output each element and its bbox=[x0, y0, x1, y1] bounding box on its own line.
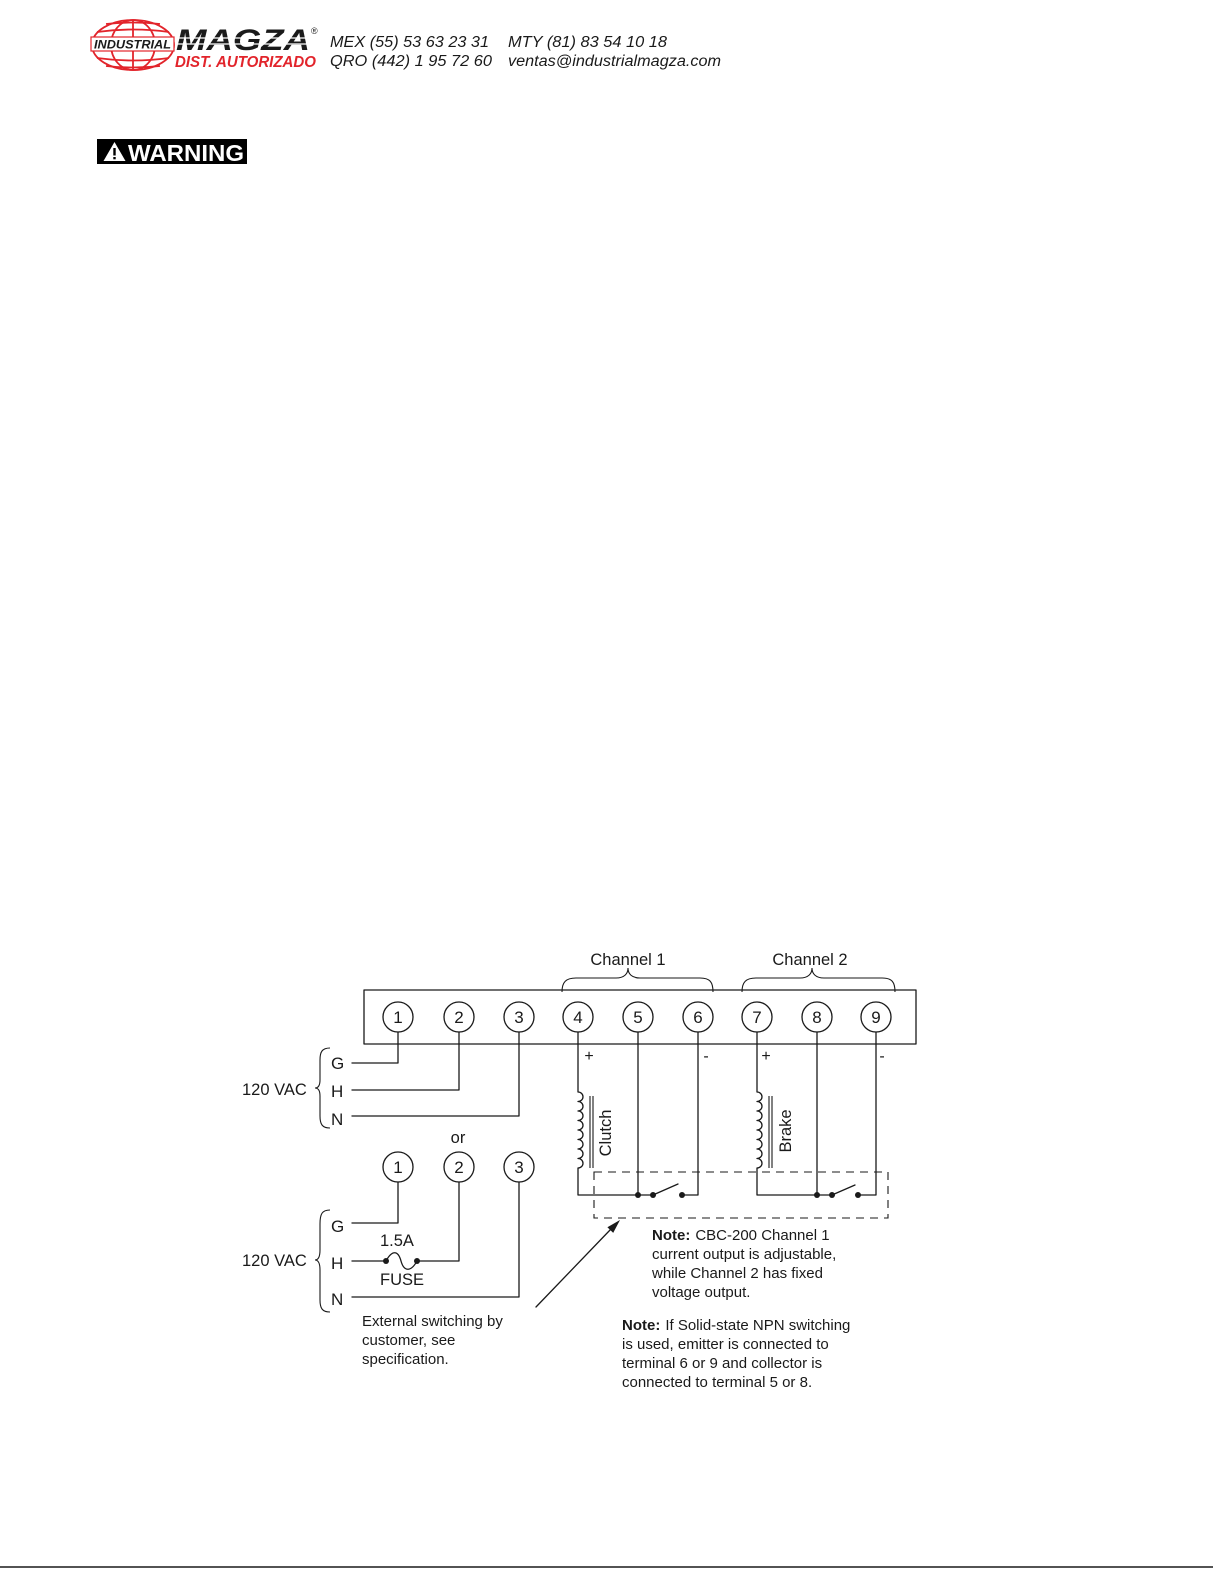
logo-brand-magza: MAGZA bbox=[176, 24, 310, 57]
note-label: Note: bbox=[622, 1317, 661, 1334]
terminal-5-label: 5 bbox=[633, 1008, 643, 1027]
line-label-n: N bbox=[331, 1290, 344, 1309]
note-line: voltage output. bbox=[652, 1284, 751, 1301]
channel-2-circuit bbox=[757, 1032, 885, 1198]
note-channel-output bbox=[651, 1227, 836, 1301]
terminal-7-label: 7 bbox=[752, 1008, 762, 1027]
header bbox=[91, 20, 721, 71]
channel-1-circuit bbox=[578, 1032, 709, 1198]
channel-1-brace bbox=[562, 968, 713, 992]
supply-primary bbox=[242, 1048, 344, 1129]
terminal-6-label: 6 bbox=[693, 1008, 703, 1027]
note-npn-switching bbox=[622, 1317, 850, 1391]
warning-label: WARNING bbox=[128, 140, 244, 166]
terminal-1-label: 1 bbox=[393, 1008, 403, 1027]
warning-badge bbox=[97, 139, 247, 166]
wire-ground bbox=[352, 1182, 398, 1223]
supply-voltage-label: 120 VAC bbox=[242, 1252, 307, 1270]
logo-tagline: DIST. AUTORIZADO bbox=[175, 54, 316, 71]
note-line: while Channel 2 has fixed bbox=[652, 1265, 823, 1282]
channel-1-plus: + bbox=[584, 1048, 594, 1065]
brake-label: Brake bbox=[777, 1109, 795, 1153]
note-line: connected to terminal 5 or 8. bbox=[622, 1374, 813, 1391]
logo-registered-mark: ® bbox=[311, 26, 318, 36]
terminal-9-label: 9 bbox=[871, 1008, 881, 1027]
note-line: terminal 6 or 9 and collector is bbox=[622, 1355, 823, 1372]
supply-voltage-label: 120 VAC bbox=[242, 1081, 307, 1099]
company-logo bbox=[91, 20, 318, 71]
fuse-rating: 1.5A bbox=[380, 1232, 414, 1250]
note-line bbox=[652, 1227, 830, 1244]
terminal-2-label: 2 bbox=[454, 1008, 464, 1027]
fuse-icon bbox=[383, 1253, 420, 1270]
channel-2-brace bbox=[742, 968, 895, 992]
callout-line: External switching by bbox=[362, 1313, 503, 1330]
contact-email: ventas@industrialmagza.com bbox=[508, 53, 722, 70]
channel-2-minus: - bbox=[879, 1048, 885, 1065]
terminal-row bbox=[383, 1002, 891, 1032]
wire-hot bbox=[417, 1182, 459, 1261]
logo-word-industrial: INDUSTRIAL bbox=[94, 37, 171, 52]
note-line: current output is adjustable, bbox=[652, 1246, 837, 1263]
callout-arrow-icon bbox=[536, 1220, 620, 1307]
contact-mex: MEX (55) 53 63 23 31 bbox=[330, 34, 489, 51]
clutch-label: Clutch bbox=[597, 1109, 615, 1157]
junction-dot bbox=[650, 1192, 656, 1198]
contact-qro: QRO (442) 1 95 72 60 bbox=[330, 53, 493, 70]
line-label-g: G bbox=[331, 1217, 345, 1236]
line-label-h: H bbox=[331, 1082, 344, 1101]
channel-1-label: Channel 1 bbox=[590, 951, 666, 969]
alt-terminal-3-label: 3 bbox=[514, 1158, 524, 1177]
alternative-separator: or bbox=[450, 1129, 466, 1147]
channel-2-label: Channel 2 bbox=[772, 951, 848, 969]
callout-line: specification. bbox=[362, 1351, 449, 1368]
wire-hot bbox=[352, 1032, 459, 1090]
junction-dot bbox=[679, 1192, 685, 1198]
line-label-g: G bbox=[331, 1054, 345, 1073]
wire-terminal-6 bbox=[682, 1032, 698, 1195]
note-text: CBC-200 Channel 1 bbox=[695, 1227, 830, 1244]
channel-1-minus: - bbox=[703, 1048, 709, 1065]
note-line: is used, emitter is connected to bbox=[622, 1336, 829, 1353]
supply-alternative bbox=[242, 1152, 534, 1312]
junction-dot bbox=[829, 1192, 835, 1198]
channel-2-plus: + bbox=[761, 1048, 771, 1065]
junction-dot bbox=[814, 1192, 820, 1198]
wiring-diagram bbox=[242, 951, 916, 1391]
channel-2-switch bbox=[832, 1185, 855, 1195]
channel-1-switch bbox=[653, 1184, 678, 1195]
line-label-h: H bbox=[331, 1254, 344, 1273]
terminal-3-label: 3 bbox=[514, 1008, 524, 1027]
wire-terminal-9 bbox=[858, 1032, 876, 1195]
contact-block bbox=[330, 34, 721, 70]
callout-line: customer, see bbox=[362, 1332, 456, 1349]
alt-terminal-1-label: 1 bbox=[393, 1158, 403, 1177]
junction-dot bbox=[855, 1192, 861, 1198]
terminal-4-label: 4 bbox=[573, 1008, 583, 1027]
line-label-n: N bbox=[331, 1110, 344, 1129]
supply-brace bbox=[315, 1048, 330, 1128]
note-label: Note: bbox=[652, 1227, 691, 1244]
alt-terminal-2-label: 2 bbox=[454, 1158, 464, 1177]
supply-brace bbox=[315, 1210, 330, 1312]
fuse-label: FUSE bbox=[380, 1271, 425, 1289]
wire-ground bbox=[352, 1032, 398, 1063]
terminal-8-label: 8 bbox=[812, 1008, 822, 1027]
note-line bbox=[622, 1317, 850, 1334]
note-text: If Solid-state NPN switching bbox=[665, 1317, 851, 1334]
junction-dot bbox=[635, 1192, 641, 1198]
wire-neutral bbox=[352, 1182, 519, 1297]
contact-mty: MTY (81) 83 54 10 18 bbox=[508, 34, 668, 51]
